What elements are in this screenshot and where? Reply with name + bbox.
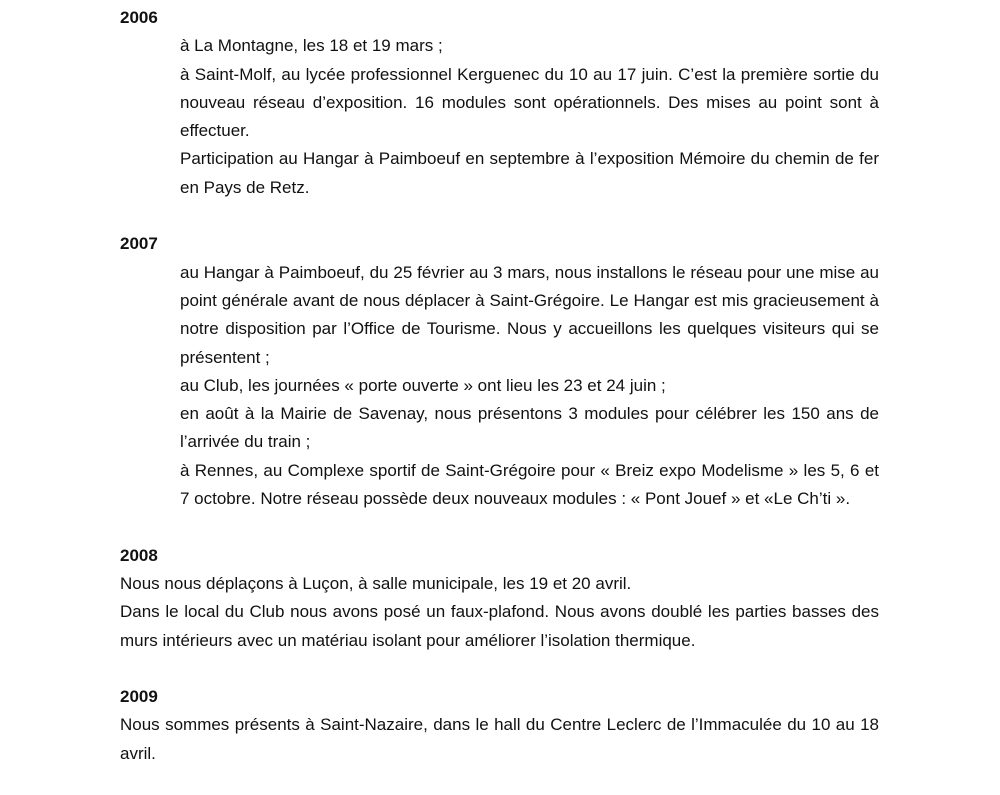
year-heading: 2009 [120, 687, 158, 707]
year-heading: 2006 [120, 8, 158, 27]
document-page [120, 4, 879, 768]
blank-line [120, 202, 879, 230]
paragraph: à Rennes, au Complexe sportif de Saint-Grégoire pour « Breiz expo Modelisme » les 5, 6 et 7 octobre. Notre réseau possède deux nouveaux modules : « Pont Jouef » et «Le Ch’ti ». [180, 460, 879, 509]
paragraph: Nous sommes présents à Saint-Nazaire, dans le hall du Centre Leclerc de l’Immaculée du 10 au 18 avril. [120, 715, 879, 763]
blank-line [120, 513, 879, 541]
paragraph: à Saint-Molf, au lycée professionnel Kerguenec du 10 au 17 juin. C’est la première sortie du nouveau réseau d’exposition. 16 modules sont opérationnels. Des mises au point sont à effectuer. [180, 64, 879, 141]
section-2009 [120, 683, 879, 768]
year-heading: 2008 [120, 545, 158, 565]
paragraph: au Hangar à Paimboeuf, du 25 février au 3 mars, nous installons le réseau pour une mise au point générale avant de nous déplacer à Saint-Grégoire. Le Hangar est mis gracieusement à notre disposition par l’Office de Tourisme. Nous y accueillons les quelques visiteurs qui se présentent ; [180, 262, 879, 367]
paragraph: Nous nous déplaçons à Luçon, à salle municipale, les 19 et 20 avril. [120, 573, 632, 593]
blank-line [120, 655, 879, 683]
year-heading: 2007 [120, 234, 158, 254]
paragraph: Dans le local du Club nous avons posé un faux-plafond. Nous avons doublé les parties basses des murs intérieurs avec un matériau isolant pour améliorer l’isolation thermique. [120, 602, 879, 650]
paragraph: au Club, les journées « porte ouverte » ont lieu les 23 et 24 juin ; [180, 375, 666, 395]
paragraph: Participation au Hangar à Paimboeuf en septembre à l’exposition Mémoire du chemin de fer en Pays de Retz. [180, 149, 879, 197]
section-2008 [120, 542, 879, 655]
paragraph: en août à la Mairie de Savenay, nous présentons 3 modules pour célébrer les 150 ans de l’arrivée du train ; [180, 404, 879, 452]
section-2007 [120, 230, 879, 513]
section-2006 [120, 4, 879, 202]
paragraph: à La Montagne, les 18 et 19 mars ; [180, 36, 443, 56]
